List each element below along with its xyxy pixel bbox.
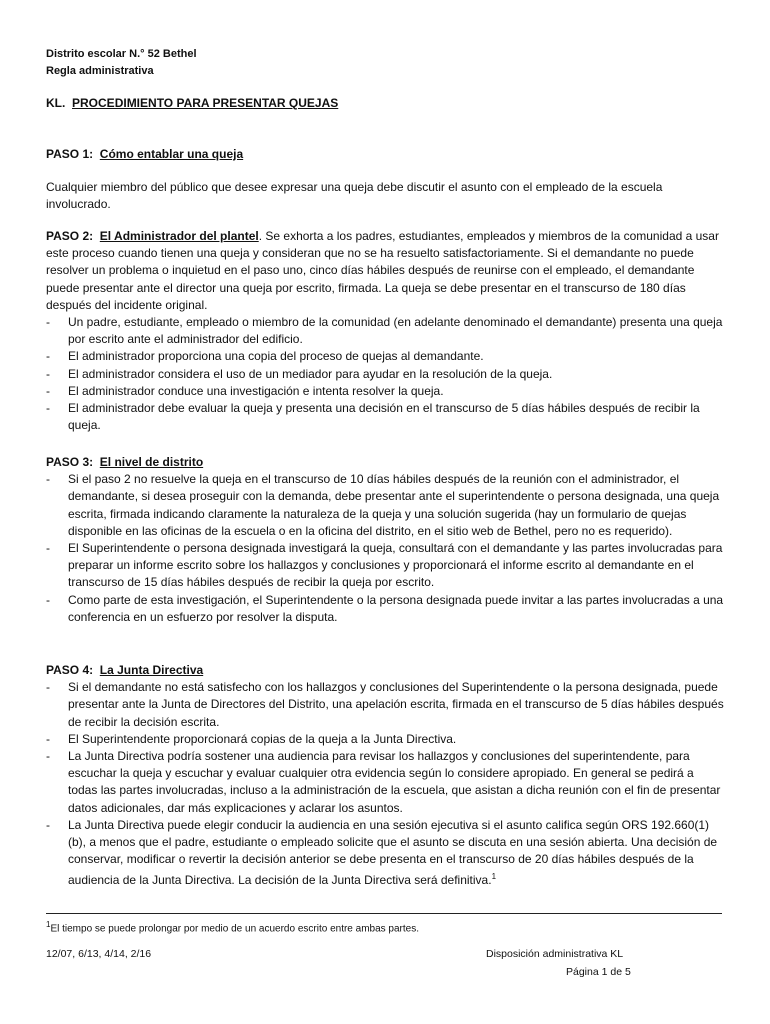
list-item: - Como parte de esta investigación, el Superintendente o la persona designada puede invitar a las partes involucradas a una conferencia en un esfuerzo por resolver la disputa. bbox=[46, 592, 726, 626]
list-item: - El Superintendente proporcionará copias de la queja a la Junta Directiva. bbox=[46, 731, 726, 748]
list-item: - Si el demandante no está satisfecho con los hallazgos y conclusiones del Superintendente o la persona designada, puede presentar ante la Junta de Directores del Distrito, una apelación escrita, firmada en el transcurso de 5 días hábiles después de recibir la decisión escrita. bbox=[46, 679, 726, 731]
step4-heading bbox=[46, 662, 726, 679]
page-number: Página 1 de 5 bbox=[566, 966, 631, 978]
document-id: Disposición administrativa KL bbox=[486, 948, 624, 960]
step3-heading bbox=[46, 454, 726, 471]
step1-title: Cómo entablar una queja bbox=[99, 147, 244, 161]
list-item: - Un padre, estudiante, empleado o miembro de la comunidad (en adelante denominado el demandante) presenta una queja por escrito ante el administrador del edificio. bbox=[46, 314, 726, 348]
step2-intro-text: . Se exhorta a los padres, estudiantes, empleados y miembros de la comunidad a usar este proceso cuando tienen una queja y consideran que no se ha resuelto satisfactoriamente. Si el demandante no puede resolver un problema o inquietud en el paso uno, cinco días hábiles después de reunirse con el empleado, el demandante puede presentar ante el director una queja por escrito, firmada. La queja se debe presentar en el transcurso de 180 días después del incidente original. bbox=[46, 229, 719, 312]
step4-label: PASO 4: bbox=[46, 663, 94, 677]
list-item-text: La Junta Directiva puede elegir conducir la audiencia en una sesión ejecutiva si el asunto califica según ORS 192.660(1)(b), a menos que el padre, estudiante o empleado solicite que el asunto se discuta en una sesión abierta. Una decisión de conservar, modificar o revertir la decisión anterior se debe presenta en el transcurso de 20 días hábiles después de la audiencia de la Junta Directiva. La decisión de la Junta Directiva será definitiva. bbox=[68, 817, 718, 888]
page-title bbox=[46, 96, 338, 110]
district-name: Distrito escolar N.° 52 Bethel bbox=[46, 48, 197, 60]
title-text: PROCEDIMIENTO PARA PRESENTAR QUEJAS bbox=[72, 96, 339, 110]
revision-dates: 12/07, 6/13, 4/14, 2/16 bbox=[46, 948, 152, 960]
list-item: - El administrador debe evaluar la queja y presenta una decisión en el transcurso de 5 días hábiles después de recibir la queja. bbox=[46, 400, 726, 434]
step3-label: PASO 3: bbox=[46, 455, 94, 469]
list-item: - El administrador conduce una investigación e intenta resolver la queja. bbox=[46, 383, 726, 400]
step3-section bbox=[46, 454, 726, 626]
footnote-ref: 1 bbox=[491, 872, 497, 882]
step2-section bbox=[46, 228, 726, 434]
step4-section bbox=[46, 662, 726, 890]
step2-title: El Administrador del plantel bbox=[99, 229, 259, 243]
step1-heading bbox=[46, 146, 726, 163]
rule-type: Regla administrativa bbox=[46, 65, 154, 77]
list-item: - El administrador proporciona una copia del proceso de quejas al demandante. bbox=[46, 348, 726, 365]
footnote-divider bbox=[46, 913, 722, 914]
list-item: - El administrador considera el uso de un mediador para ayudar en la resolución de la queja. bbox=[46, 366, 726, 383]
list-item: - La Junta Directiva podría sostener una audiencia para revisar los hallazgos y conclusiones del superintendente, para escuchar la queja y escuchar y evaluar cualquier otra evidencia según lo considere apropiado. En general se pedirá a todas las partes involucradas, incluso a la administración de la escuela, que asistan a dicha reunión con el fin de presentar datos adicionales, dar más explicaciones y aclarar los asuntos. bbox=[46, 748, 726, 817]
title-code: KL. bbox=[46, 96, 66, 110]
footnote bbox=[46, 920, 419, 934]
list-item bbox=[46, 817, 726, 890]
list-item: - Si el paso 2 no resuelve la queja en el transcurso de 10 días hábiles después de la reunión con el administrador, el demandante, si desea proseguir con la demanda, debe presentar ante el superintendente o persona designada, una queja escrita, firmada indicando claramente la naturaleza de la queja y una solución sugerida (hay un formulario de quejas disponible en las oficinas de la escuela o en la oficina del distrito, en el sitio web de Bethel, pero no es requerido). bbox=[46, 471, 726, 540]
step4-title: La Junta Directiva bbox=[99, 663, 204, 677]
step1-label: PASO 1: bbox=[46, 147, 94, 161]
step2-label: PASO 2: bbox=[46, 229, 94, 243]
list-item: - El Superintendente o persona designada investigará la queja, consultará con el demandante y las partes involucradas para preparar un informe escrito sobre los hallazgos y conclusiones y proporcionará el informe escrito al demandante en el transcurso de 15 días hábiles después de recibir la queja por escrito. bbox=[46, 540, 726, 592]
step2-intro bbox=[46, 228, 726, 314]
step3-title: El nivel de distrito bbox=[99, 455, 204, 469]
footnote-text: El tiempo se puede prolongar por medio de un acuerdo escrito entre ambas partes. bbox=[50, 923, 420, 935]
footnote-mark: 1 bbox=[46, 920, 51, 929]
step1-body: Cualquier miembro del público que desee expresar una queja debe discutir el asunto con el empleado de la escuela involucrado. bbox=[46, 180, 663, 212]
